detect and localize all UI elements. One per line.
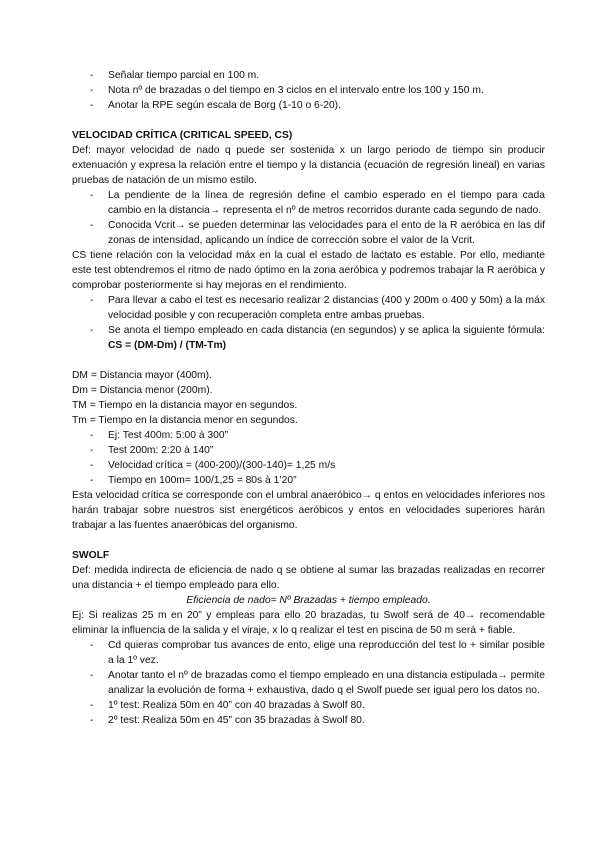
list-item: - Test 200m: 2:20 à 140” [108,443,545,458]
formula-intro: Se anota el tiempo empleado en cada distancia (en segundos) y se aplica la siguiente fórmula: [108,325,545,336]
cs-bullet-list [72,293,545,353]
swolf-example: Ej: Si realizas 25 m en 20” y empleas para ello 20 brazadas, tu Swolf será de 40→ recomendable eliminar la influencia de la salida y el viraje, x lo q realizar el test en piscina de 50 m será + fiable. [72,610,545,636]
list-item [108,323,545,353]
cs-paragraph: CS tiene relación con la velocidad máx en la cual el estado de lactato es estable. Por ello, mediante este test obtendremos el ritmo de nado óptimo en la zona aeróbica y podremos trabajar la R aeróbica y comprobar posteriormente si hay mejoras en el rendimiento. [72,250,545,291]
list-item: - Anotar la RPE según escala de Borg (1-10 o 6-20). [108,98,545,113]
section-heading-vc: VELOCIDAD CRÍTICA (CRITICAL SPEED, CS) [72,130,293,141]
vc-bullet-list [72,188,545,248]
list-item: - Conocida Vcrit→ se pueden determinar las velocidades para el ento de la R aeróbica en las dif zonas de intensidad, aplicando un índice de corrección sobre el valor de la Vcrit. [108,218,545,248]
list-item: - Cd quieras comprobar tus avances de ento, elige una reproducción del test lo + similar posible a la 1º vez. [108,638,545,668]
vc-closing: Esta velocidad crítica se corresponde con el umbral anaeróbico→ q entos en velocidades inferiores nos harán trabajar sobre nuestros sist energéticos aeróbicos y entos en velocidades superiores harán trabajar a las fuentes anaeróbicas del organismo. [72,490,545,531]
top-bullet-list [72,68,545,113]
list-item: - La pendiente de la línea de regresión define el cambio esperado en el tiempo para cada cambio en la distancia→ representa el nº de metros recorridos durante cada segundo de nado. [108,188,545,218]
list-item: - 2º test: Realiza 50m en 45” con 35 brazadas à Swolf 80. [108,713,545,728]
list-item: - Tiempo en 100m= 100/1,25 = 80s à 1’20” [108,473,545,488]
vc-definition: Def: mayor velocidad de nado q puede ser sostenida x un largo periodo de tiempo sin producir extenuación y expresa la relación entre el tiempo y la distancia (ecuación de regresión lineal) en varias pruebas de natación de un mismo estilo. [72,145,545,186]
list-item: - 1º test: Realiza 50m en 40” con 40 brazadas à Swolf 80. [108,698,545,713]
list-item: - Ej: Test 400m: 5:00 à 300” [108,428,545,443]
swolf-definition: Def: medida indirecta de eficiencia de nado q se obtiene al sumar las brazadas realizadas en recorrer una distancia + el tiempo empleado para ello. [72,565,545,591]
swolf-bullet-list [72,638,545,728]
list-item: - Nota nº de brazadas o del tiempo en 3 ciclos en el intervalo entre los 100 y 150 m. [108,83,545,98]
definition-line: DM = Distancia mayor (400m). [72,370,212,381]
definition-line: Dm = Distancia menor (200m). [72,385,213,396]
section-heading-swolf: SWOLF [72,550,110,561]
definition-line: Tm = Tiempo en la distancia menor en segundos. [72,415,298,426]
definition-line: TM = Tiempo en la distancia mayor en segundos. [72,400,298,411]
list-item: - Señalar tiempo parcial en 100 m. [108,68,545,83]
list-item: - Para llevar a cabo el test es necesario realizar 2 distancias (400 y 200m o 400 y 50m) a la máx velocidad posible y con recuperación completa entre ambas pruebas. [108,293,545,323]
list-item: - Velocidad crítica = (400-200)/(300-140)= 1,25 m/s [108,458,545,473]
example-bullet-list [72,428,545,488]
cs-formula: CS = (DM-Dm) / (TM-Tm) [108,340,227,351]
list-item: - Anotar tanto el nº de brazadas como el tiempo empleado en una distancia estipulada→ permite analizar la evolución de forma + exhaustiva, dado q el Swolf puede ser igual pero los datos no. [108,668,545,698]
swolf-formula: Eficiencia de nado= Nº Brazadas + tiempo empleado. [186,595,431,606]
